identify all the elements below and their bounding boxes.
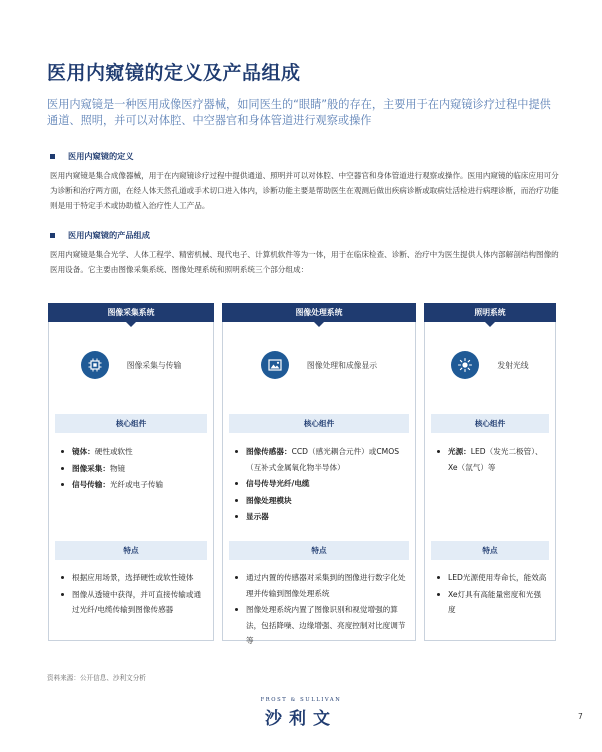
characteristics-list xyxy=(59,570,205,619)
list-item: LED光源使用寿命长，能效高 xyxy=(435,570,547,586)
definition-paragraph: 医用内窥镜是集合成像器械，用于在内窥镜诊疗过程中提供通道、照明并可以对体腔、中空器官和身体管道进行观察或操作。医用内窥镜的临床应用可分为诊断和治疗两方面，在经人体天然孔道或手术切口进入体内，诊断功能主要是帮助医生在观测后做出疾病诊断或取病灶活检进行病理诊断，而治疗功能则是用于特定手术或协助植入治疗性人工产品。 xyxy=(50,171,559,210)
page-title: 医用内窥镜的定义及产品组成 xyxy=(47,62,301,84)
list-item: 图像传感器：CCD（感光耦合元件）或CMOS（互补式金属氧化物半导体） xyxy=(233,444,407,475)
list-item: 信号传输：光纤或电子传输 xyxy=(59,477,205,493)
list-item: 信号传导光纤/电缆 xyxy=(233,476,407,492)
list-item: 图像处理系统内置了图像识别和视觉增强的算法，包括降噪、边缘增强、亮度控制对比度调节等 xyxy=(233,602,407,649)
feature-label: 图像采集与传输 xyxy=(126,360,182,370)
list-item: Xe灯具有高能量密度和光强度 xyxy=(435,587,547,618)
section-heading-composition xyxy=(50,230,150,241)
section-heading-definition xyxy=(50,151,134,162)
characteristics-list xyxy=(233,570,407,650)
core-components-label: 核心组件 xyxy=(55,414,207,433)
list-item: 显示器 xyxy=(233,509,407,525)
list-item: 光源：LED（发光二极管）、Xe（氙气）等 xyxy=(435,444,547,475)
list-item: 根据应用场景，选择硬性或软性镜体 xyxy=(59,570,205,586)
composition-paragraph: 医用内窥镜是集合光学、人体工程学、精密机械、现代电子、计算机软件等为一体，用于在临床检查、诊断、治疗中为医生提供人体内部解剖结构图像的医用设备。它主要由图像采集系统、图像处理系统和照明系统三个部分组成： xyxy=(50,250,559,274)
list-item: 通过内置的传感器对采集到的图像进行数字化处理并传输到图像处理系统 xyxy=(233,570,407,601)
column-header: 图像处理系统 xyxy=(222,303,416,322)
characteristics-label: 特点 xyxy=(55,541,207,560)
brand-name-cn: 沙利文 xyxy=(265,709,337,729)
list-item: 图像从透镜中获得，并可直接传输或通过光纤/电缆传输到图像传感器 xyxy=(59,587,205,618)
column-header: 照明系统 xyxy=(424,303,556,322)
section-heading-label: 医用内窥镜的产品组成 xyxy=(68,230,150,240)
brand-logo xyxy=(0,697,602,729)
core-components-list xyxy=(59,444,205,494)
list-item: 图像处理模块 xyxy=(233,493,407,509)
page-subtitle: 医用内窥镜是一种医用成像医疗器械，如同医生的“眼睛”般的存在，主要用于在内窥镜诊疗过程中提供通道、照明，并可以对体腔、中空器官和身体管道进行观察或操作 xyxy=(47,98,551,127)
image-icon xyxy=(261,351,289,379)
column-illumination xyxy=(424,303,556,641)
characteristics-label: 特点 xyxy=(431,541,549,560)
page-number: 7 xyxy=(578,712,583,721)
section-heading-label: 医用内窥镜的定义 xyxy=(68,151,134,161)
column-feature xyxy=(425,351,555,379)
source-note: 资料来源：公开信息、沙利文分析 xyxy=(47,674,146,682)
column-feature xyxy=(49,351,213,379)
core-components-list xyxy=(233,444,407,526)
core-components-label: 核心组件 xyxy=(229,414,409,433)
column-image-processing xyxy=(222,303,416,645)
characteristics-list xyxy=(435,570,547,619)
core-components-label: 核心组件 xyxy=(431,414,549,433)
characteristics-label: 特点 xyxy=(229,541,409,560)
column-header: 图像采集系统 xyxy=(48,303,214,322)
feature-label: 发射光线 xyxy=(497,360,529,370)
column-image-acquisition xyxy=(48,303,214,641)
list-item: 镜体：硬性或软性 xyxy=(59,444,205,460)
list-item: 图像采集：物镜 xyxy=(59,461,205,477)
bullet-square-icon xyxy=(50,154,55,159)
column-feature xyxy=(223,351,415,379)
brand-name-en: FROST & SULLIVAN xyxy=(260,697,342,703)
feature-label: 图像处理和成像显示 xyxy=(306,360,378,370)
light-icon xyxy=(451,351,479,379)
core-components-list xyxy=(435,444,547,476)
chip-icon xyxy=(81,351,109,379)
bullet-square-icon xyxy=(50,233,55,238)
